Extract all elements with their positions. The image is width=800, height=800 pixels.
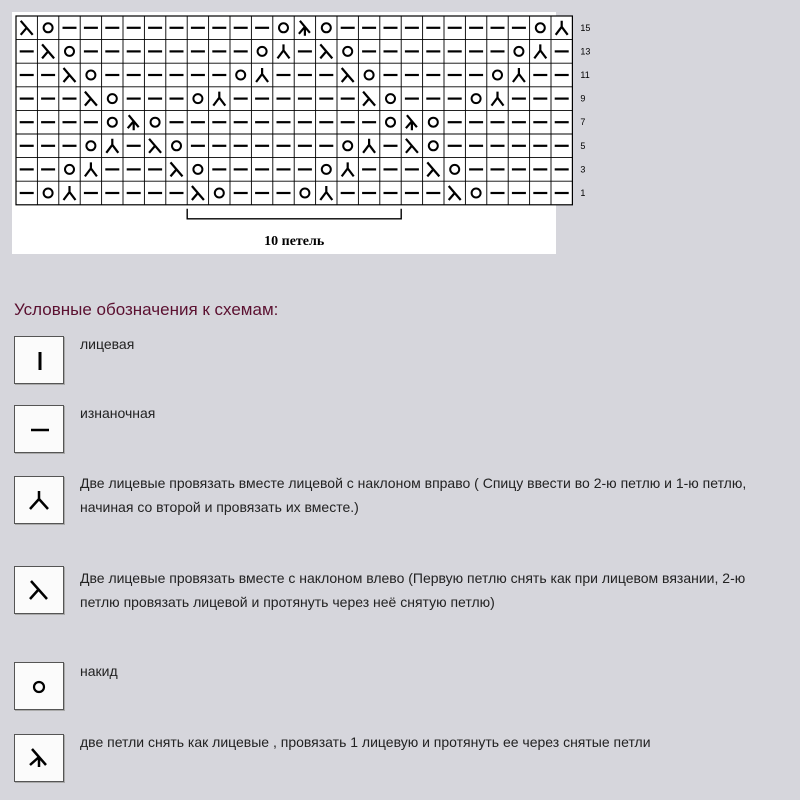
repeat-label: 10 петель: [264, 233, 325, 249]
legend-text-purl: изнаночная: [80, 405, 156, 421]
row-number: 3: [580, 164, 586, 175]
legend-text-k2tog-right: Две лицевые провязать вместе лицевой с наклоном вправо ( Спицу ввести во 2-ю петлю и 1-ю петлю, начиная со второй и провязать их вместе.): [80, 475, 747, 515]
row-number: 5: [580, 140, 586, 151]
legend-box-double-decrease: [14, 734, 64, 782]
row-number: 1: [580, 188, 586, 198]
chart-grid: [12, 12, 591, 254]
legend-box-k2tog-right: [14, 476, 64, 524]
double-decrease-icon: [15, 735, 63, 781]
legend-box-k2tog-left: [14, 566, 64, 614]
row-number: 7: [580, 117, 586, 128]
row-number: 15: [580, 22, 591, 33]
legend-box-purl: [14, 405, 64, 453]
repeat-bracket: [187, 209, 401, 219]
row-number: 9: [580, 93, 586, 104]
legend-text-double-decrease: две петли снять как лицевые , провязать 1 лицевую и протянуть ее через снятые петли: [80, 734, 651, 750]
legend-text-yarn-over: накид: [80, 663, 118, 679]
k2tog-right-icon: [15, 477, 63, 523]
purl-icon: [15, 406, 63, 452]
legend-text-k2tog-left: Две лицевые провязать вместе с наклоном влево (Первую петлю снять как при лицевом вязании, 2-ю петлю провязать лицевой и протянуть через неё снятую петлю): [80, 570, 746, 610]
row-number: 13: [580, 46, 591, 57]
knit-icon: [15, 337, 63, 383]
legend-title: Условные обозначения к схемам:: [14, 300, 279, 319]
legend-text-knit: лицевая: [80, 336, 135, 352]
legend-box-yarn-over: [14, 662, 64, 710]
legend-box-knit: [14, 336, 64, 384]
yarn-over-icon: [15, 663, 63, 709]
row-number: 11: [580, 70, 590, 80]
k2tog-left-icon: [15, 567, 63, 613]
knitting-chart: [12, 12, 591, 254]
